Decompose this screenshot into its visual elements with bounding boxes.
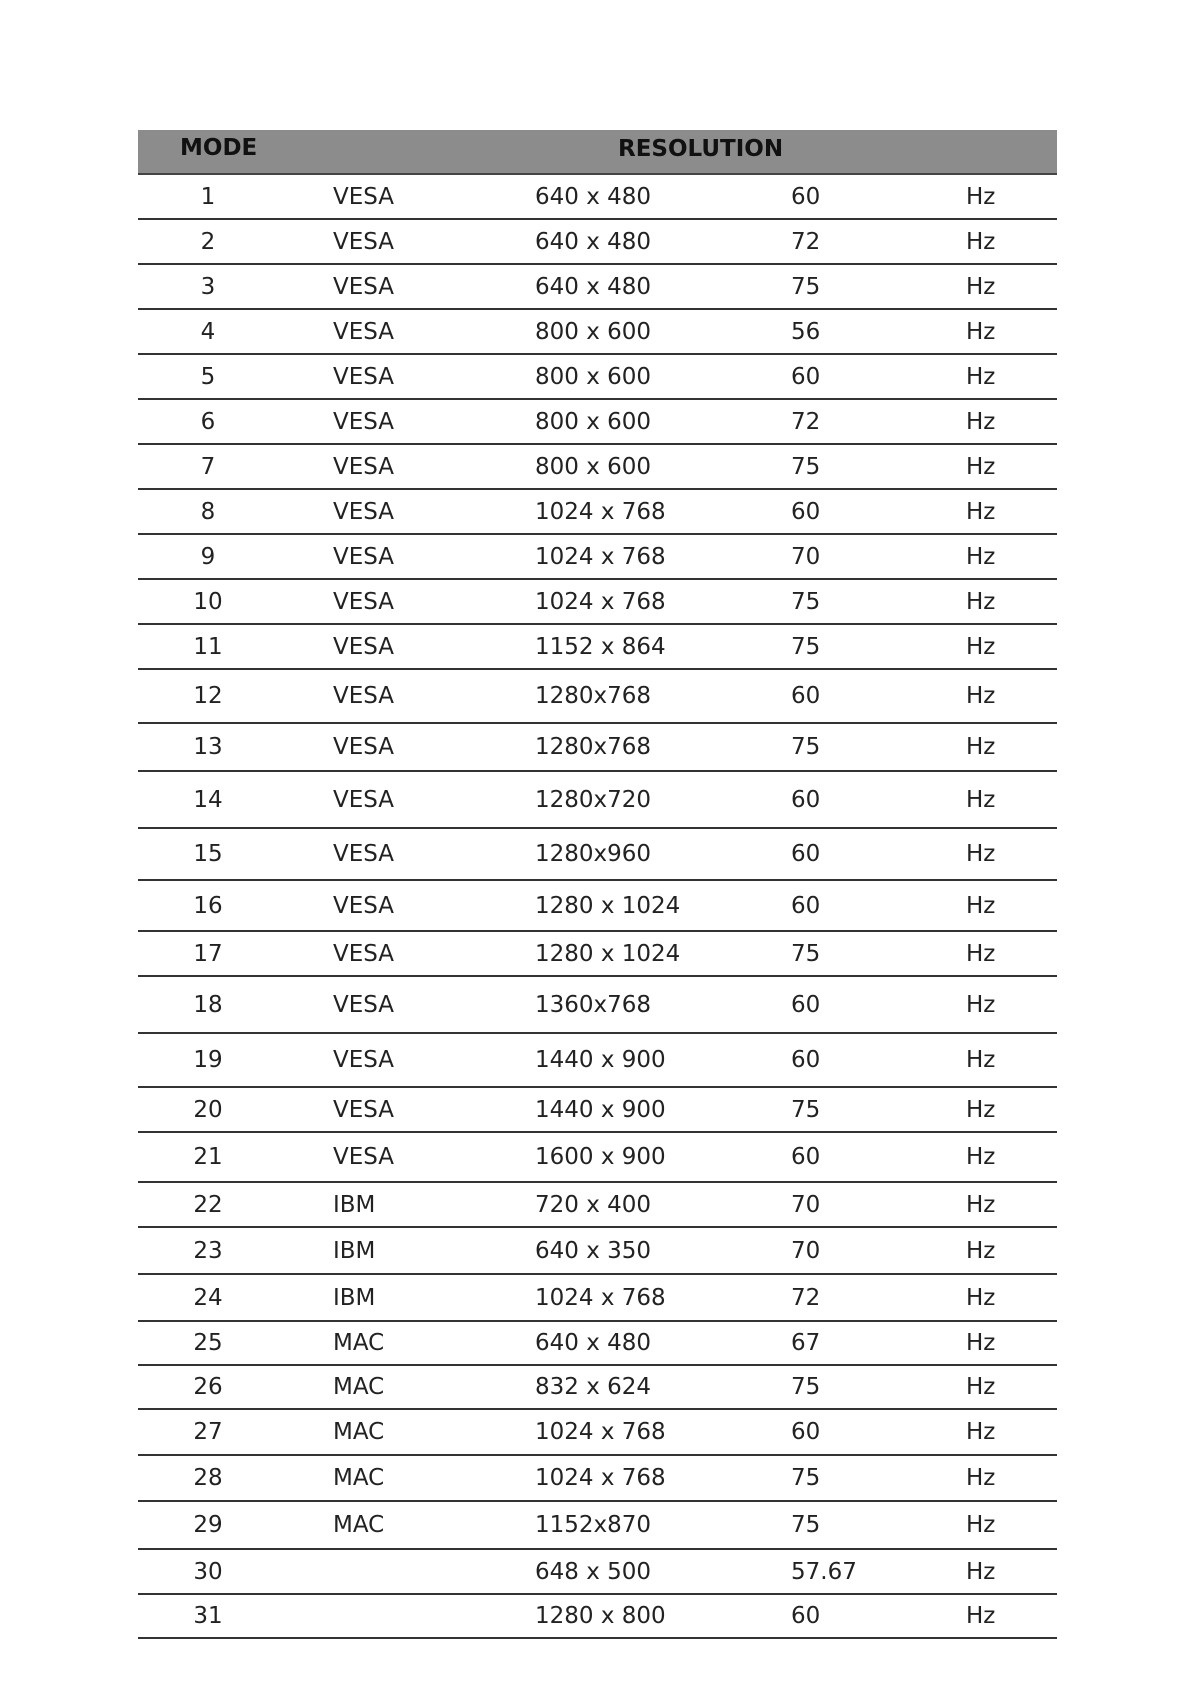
- cell-res: 640 x 480: [535, 183, 652, 210]
- cell-unit: Hz: [966, 1191, 996, 1218]
- cell-mode: 29: [193, 1512, 223, 1538]
- cell-unit: Hz: [966, 633, 996, 660]
- cell-mode: 7: [200, 453, 216, 480]
- table-row: [138, 625, 1057, 670]
- cell-std: MAC: [333, 1374, 385, 1400]
- cell-freq: 60: [791, 183, 821, 210]
- cell-mode: 9: [200, 543, 216, 570]
- header-resolution: RESOLUTION: [618, 136, 784, 162]
- cell-mode: 23: [193, 1237, 223, 1264]
- cell-std: MAC: [333, 1512, 385, 1538]
- cell-mode: 26: [193, 1374, 223, 1400]
- cell-unit: Hz: [966, 183, 996, 210]
- cell-mode: 30: [193, 1558, 223, 1585]
- cell-mode: 19: [193, 1047, 223, 1073]
- cell-mode: 16: [193, 892, 223, 919]
- cell-mode: 3: [200, 273, 216, 300]
- cell-res: 1440 x 900: [535, 1047, 666, 1073]
- cell-res: 1024 x 768: [535, 498, 666, 525]
- cell-freq: 67: [791, 1330, 821, 1356]
- cell-std: VESA: [333, 543, 395, 570]
- table-row: [138, 175, 1057, 220]
- cell-unit: Hz: [966, 363, 996, 390]
- cell-unit: Hz: [966, 1096, 996, 1123]
- cell-std: VESA: [333, 273, 395, 300]
- cell-unit: Hz: [966, 683, 996, 709]
- cell-mode: 4: [200, 318, 216, 345]
- cell-res: 800 x 600: [535, 363, 652, 390]
- table-row: [138, 355, 1057, 400]
- cell-res: 1024 x 768: [535, 1419, 666, 1445]
- cell-mode: 28: [193, 1465, 223, 1491]
- cell-res: 640 x 480: [535, 228, 652, 255]
- cell-freq: 60: [791, 991, 821, 1018]
- cell-std: VESA: [333, 734, 395, 760]
- cell-std: VESA: [333, 991, 395, 1018]
- cell-mode: 24: [193, 1284, 223, 1311]
- cell-res: 1280x768: [535, 683, 652, 709]
- cell-freq: 60: [791, 683, 821, 709]
- cell-unit: Hz: [966, 408, 996, 435]
- cell-std: VESA: [333, 408, 395, 435]
- cell-freq: 75: [791, 273, 821, 300]
- table-row: [138, 829, 1057, 881]
- cell-unit: Hz: [966, 543, 996, 570]
- table-row: [138, 772, 1057, 829]
- cell-std: VESA: [333, 786, 395, 813]
- table-row: [138, 490, 1057, 535]
- cell-freq: 75: [791, 1512, 821, 1538]
- cell-unit: Hz: [966, 453, 996, 480]
- cell-res: 1024 x 768: [535, 588, 666, 615]
- cell-res: 1280x768: [535, 734, 652, 760]
- cell-unit: Hz: [966, 940, 996, 967]
- cell-freq: 60: [791, 1144, 821, 1170]
- cell-mode: 1: [200, 183, 216, 210]
- table-row: [138, 881, 1057, 932]
- cell-freq: 60: [791, 841, 821, 867]
- cell-std: VESA: [333, 453, 395, 480]
- cell-unit: Hz: [966, 786, 996, 813]
- table-row: [138, 1502, 1057, 1550]
- cell-freq: 60: [791, 1419, 821, 1445]
- cell-std: VESA: [333, 363, 395, 390]
- cell-unit: Hz: [966, 892, 996, 919]
- cell-freq: 72: [791, 228, 821, 255]
- cell-mode: 13: [193, 734, 223, 760]
- cell-std: VESA: [333, 892, 395, 919]
- cell-freq: 75: [791, 588, 821, 615]
- cell-mode: 17: [193, 940, 223, 967]
- table-row: [138, 445, 1057, 490]
- cell-freq: 60: [791, 892, 821, 919]
- table-row: [138, 1410, 1057, 1456]
- cell-std: VESA: [333, 633, 395, 660]
- cell-freq: 70: [791, 1191, 821, 1218]
- cell-freq: 60: [791, 363, 821, 390]
- cell-unit: Hz: [966, 228, 996, 255]
- cell-res: 640 x 480: [535, 273, 652, 300]
- cell-freq: 75: [791, 1374, 821, 1400]
- cell-std: IBM: [333, 1237, 376, 1264]
- cell-res: 800 x 600: [535, 453, 652, 480]
- table-row: [138, 535, 1057, 580]
- cell-freq: 75: [791, 633, 821, 660]
- table-row: [138, 670, 1057, 724]
- cell-res: 640 x 480: [535, 1330, 652, 1356]
- cell-mode: 11: [193, 633, 223, 660]
- cell-freq: 60: [791, 498, 821, 525]
- cell-res: 800 x 600: [535, 408, 652, 435]
- cell-res: 1440 x 900: [535, 1096, 666, 1123]
- table-row: [138, 310, 1057, 355]
- cell-res: 1280 x 800: [535, 1603, 666, 1629]
- table-row: [138, 580, 1057, 625]
- cell-res: 1360x768: [535, 991, 652, 1018]
- cell-res: 640 x 350: [535, 1237, 652, 1264]
- cell-mode: 2: [200, 228, 216, 255]
- cell-std: VESA: [333, 318, 395, 345]
- cell-freq: 70: [791, 543, 821, 570]
- cell-res: 1280x960: [535, 841, 652, 867]
- table-row: [138, 265, 1057, 310]
- cell-unit: Hz: [966, 318, 996, 345]
- cell-unit: Hz: [966, 734, 996, 760]
- cell-std: MAC: [333, 1419, 385, 1445]
- cell-unit: Hz: [966, 1237, 996, 1264]
- cell-mode: 31: [193, 1603, 223, 1629]
- cell-freq: 75: [791, 453, 821, 480]
- table-row: [138, 977, 1057, 1034]
- cell-res: 1024 x 768: [535, 1284, 666, 1311]
- cell-std: VESA: [333, 940, 395, 967]
- table-row: [138, 400, 1057, 445]
- table-row: [138, 1275, 1057, 1322]
- table-row: [138, 1034, 1057, 1088]
- cell-res: 1600 x 900: [535, 1144, 666, 1170]
- cell-mode: 6: [200, 408, 216, 435]
- cell-unit: Hz: [966, 1047, 996, 1073]
- cell-std: VESA: [333, 588, 395, 615]
- cell-freq: 70: [791, 1237, 821, 1264]
- cell-freq: 75: [791, 1465, 821, 1491]
- cell-res: 1280 x 1024: [535, 892, 681, 919]
- cell-res: 832 x 624: [535, 1374, 652, 1400]
- cell-mode: 12: [193, 683, 223, 709]
- cell-std: IBM: [333, 1284, 376, 1311]
- cell-res: 1280x720: [535, 786, 652, 813]
- cell-unit: Hz: [966, 841, 996, 867]
- cell-res: 1152 x 864: [535, 633, 666, 660]
- cell-freq: 72: [791, 1284, 821, 1311]
- cell-std: MAC: [333, 1330, 385, 1356]
- table-row: [138, 1595, 1057, 1639]
- cell-unit: Hz: [966, 1465, 996, 1491]
- cell-freq: 57.67: [791, 1558, 857, 1585]
- cell-unit: Hz: [966, 588, 996, 615]
- cell-freq: 75: [791, 1096, 821, 1123]
- cell-mode: 8: [200, 498, 216, 525]
- table-row: [138, 1366, 1057, 1410]
- cell-res: 720 x 400: [535, 1191, 652, 1218]
- cell-unit: Hz: [966, 1558, 996, 1585]
- cell-mode: 18: [193, 991, 223, 1018]
- cell-std: VESA: [333, 498, 395, 525]
- display-mode-table: [138, 130, 1057, 1639]
- table-row: [138, 220, 1057, 265]
- cell-std: VESA: [333, 1144, 395, 1170]
- cell-mode: 10: [193, 588, 223, 615]
- cell-freq: 72: [791, 408, 821, 435]
- cell-std: VESA: [333, 683, 395, 709]
- table-row: [138, 932, 1057, 977]
- table-row: [138, 1322, 1057, 1366]
- table-row: [138, 1088, 1057, 1133]
- table-row: [138, 1456, 1057, 1502]
- cell-freq: 60: [791, 786, 821, 813]
- cell-std: VESA: [333, 841, 395, 867]
- cell-unit: Hz: [966, 991, 996, 1018]
- cell-std: VESA: [333, 183, 395, 210]
- cell-unit: Hz: [966, 1144, 996, 1170]
- cell-mode: 20: [193, 1096, 223, 1123]
- cell-unit: Hz: [966, 498, 996, 525]
- cell-mode: 5: [200, 363, 216, 390]
- cell-unit: Hz: [966, 1603, 996, 1629]
- cell-freq: 60: [791, 1047, 821, 1073]
- cell-unit: Hz: [966, 1374, 996, 1400]
- cell-std: MAC: [333, 1465, 385, 1491]
- header-mode: MODE: [180, 135, 258, 161]
- cell-mode: 15: [193, 841, 223, 867]
- cell-res: 648 x 500: [535, 1558, 652, 1585]
- table-row: [138, 1228, 1057, 1275]
- cell-res: 1024 x 768: [535, 543, 666, 570]
- cell-std: VESA: [333, 228, 395, 255]
- cell-freq: 56: [791, 318, 821, 345]
- cell-mode: 14: [193, 786, 223, 813]
- cell-std: VESA: [333, 1047, 395, 1073]
- cell-std: VESA: [333, 1096, 395, 1123]
- table-row: [138, 1550, 1057, 1595]
- table-row: [138, 724, 1057, 772]
- cell-std: IBM: [333, 1191, 376, 1218]
- cell-freq: 75: [791, 734, 821, 760]
- cell-mode: 27: [193, 1419, 223, 1445]
- cell-mode: 25: [193, 1330, 223, 1356]
- table-body: [138, 175, 1057, 1639]
- cell-freq: 75: [791, 940, 821, 967]
- cell-unit: Hz: [966, 1419, 996, 1445]
- cell-unit: Hz: [966, 273, 996, 300]
- table-header: [138, 130, 1057, 175]
- cell-unit: Hz: [966, 1284, 996, 1311]
- table-row: [138, 1183, 1057, 1228]
- cell-res: 1152x870: [535, 1512, 652, 1538]
- cell-unit: Hz: [966, 1330, 996, 1356]
- cell-res: 1280 x 1024: [535, 940, 681, 967]
- table-row: [138, 1133, 1057, 1183]
- cell-res: 1024 x 768: [535, 1465, 666, 1491]
- cell-mode: 22: [193, 1191, 223, 1218]
- cell-unit: Hz: [966, 1512, 996, 1538]
- cell-res: 800 x 600: [535, 318, 652, 345]
- cell-freq: 60: [791, 1603, 821, 1629]
- cell-mode: 21: [193, 1144, 223, 1170]
